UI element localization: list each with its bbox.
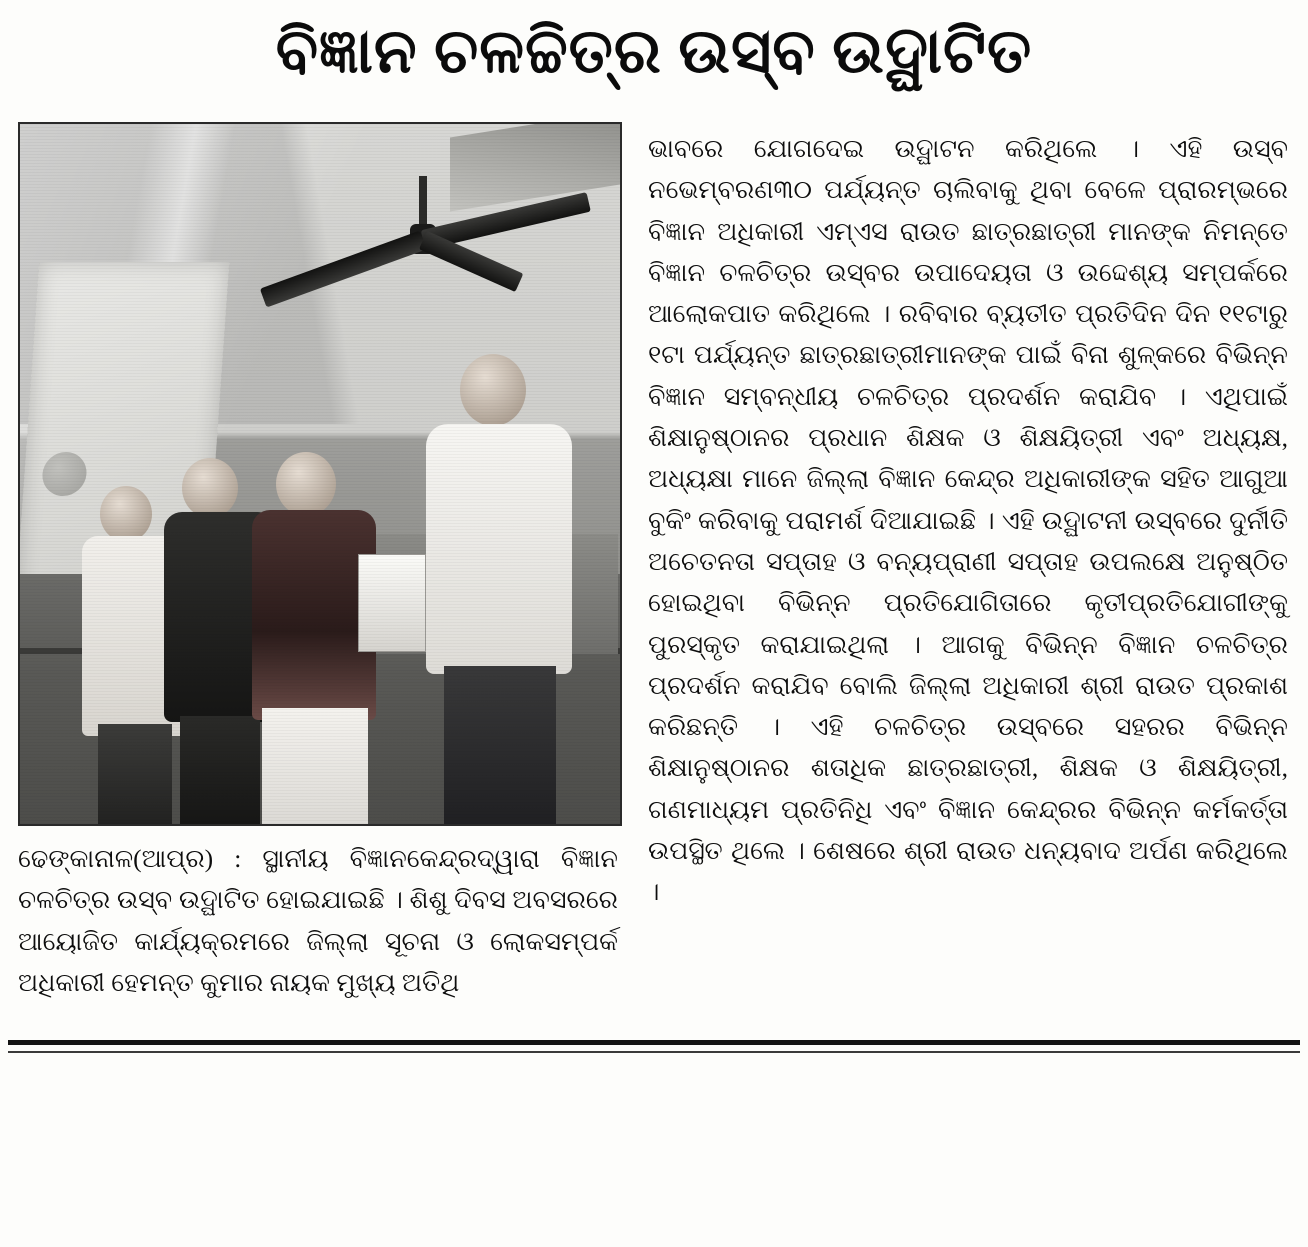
article-photo	[18, 122, 622, 826]
bottom-divider-thin	[8, 1051, 1300, 1053]
photo-scene	[20, 124, 620, 824]
article-column-left	[18, 838, 618, 1005]
page-title: ବିଜ୍ଞାନ ଚଳଚ୍ଚିତ୍ର ଉସ୍ବ ଉଦ୍ଘାଟିତ	[275, 18, 1033, 86]
article-column-right	[648, 128, 1288, 915]
article-text-left: ଢେଙ୍କାନାଳ(ଆପ୍ର) : ସ୍ଥାନୀୟ ବିଜ୍ଞାନକେନ୍ଦ୍ରଦ୍ୱାରା ବିଜ୍ଞାନ ଚଳଚିତ୍ର ଉସ୍ବ ଉଦ୍ଘାଟିତ ହୋଇଯାଇଛି । ଶିଶୁ ଦିବସ ଅବସରରେ ଆୟୋଜିତ କାର୍ଯ୍ୟକ୍ରମରେ ଜିଲ୍ଲା ସୂଚନା ଓ ଲୋକସମ୍ପର୍କ ଅଧିକାରୀ ହେମନ୍ତ କୁମାର ନାୟକ ମୁଖ୍ୟ ଅତିଥି	[18, 844, 618, 997]
bottom-divider	[8, 1040, 1300, 1045]
halftone-grain-overlay	[20, 124, 620, 824]
article-text-right: ଭାବରେ ଯୋଗଦେଇ ଉଦ୍ଘାଟନ କରିଥିଲେ । ଏହି ଉସ୍ବ ନଭେମ୍ବରଣ୩୦ ପର୍ଯ୍ୟନ୍ତ ଚାଲିବାକୁ ଥିବା ବେଳେ ପ୍ରାରମ୍ଭରେ ବିଜ୍ଞାନ ଅଧିକାରୀ ଏମ୍‌ଏସ ରାଉତ ଛାତ୍ରଛାତ୍ରୀ ମାନଙ୍କ ନିମନ୍ତେ ବିଜ୍ଞାନ ଚଳଚିତ୍ର ଉସ୍ବର ଉପାଦେୟତା ଓ ଉଦ୍ଦେଶ୍ୟ ସମ୍ପର୍କରେ ଆଲୋକପାତ କରିଥିଲେ । ରବିବାର ବ୍ୟତୀତ ପ୍ରତିଦିନ ଦିନ ୧୧ଟାରୁ ୧ଟା ପର୍ଯ୍ୟନ୍ତ ଛାତ୍ରଛାତ୍ରୀମାନଙ୍କ ପାଇଁ ବିନା ଶୁଳ୍କରେ ବିଭିନ୍ନ ବିଜ୍ଞାନ ସମ୍ବନ୍ଧୀୟ ଚଳଚିତ୍ର ପ୍ରଦର୍ଶନ କରାଯିବ । ଏଥିପାଇଁ ଶିକ୍ଷାନୁଷ୍ଠାନର ପ୍ରଧାନ ଶିକ୍ଷକ ଓ ଶିକ୍ଷୟିତ୍ରୀ ଏବଂ ଅଧ୍ୟକ୍ଷ, ଅଧ୍ୟକ୍ଷା ମାନେ ଜିଲ୍ଲା ବିଜ୍ଞାନ କେନ୍ଦ୍ର ଅଧିକାରୀଙ୍କ ସହିତ ଆଗୁଆ ବୁକିଂ କରିବାକୁ ପରାମର୍ଶ ଦିଆଯାଇଛି । ଏହି ଉଦ୍ଘାଟନୀ ଉସ୍ବରେ ଦୁର୍ନୀତି ଅଚେତନତା ସପ୍ତାହ ଓ ବନ୍ୟପ୍ରାଣୀ ସପ୍ତାହ ଉପଲକ୍ଷେ ଅନୁଷ୍ଠିତ ହୋଇଥିବା ବିଭିନ୍ନ ପ୍ରତିଯୋଗିତାରେ କୃତୀପ୍ରତିଯୋଗୀଙ୍କୁ ପୁରସ୍କୃତ କରାଯାଇଥିଲା । ଆଗକୁ ବିଭିନ୍ନ ବିଜ୍ଞାନ ଚଳଚିତ୍ର ପ୍ରଦର୍ଶନ କରାଯିବ ବୋଲି ଜିଲ୍ଲା ଅଧିକାରୀ ଶ୍ରୀ ରାଉତ ପ୍ରକାଶ କରିଛନ୍ତି । ଏହି ଚଳଚିତ୍ର ଉସ୍ବରେ ସହରର ବିଭିନ୍ନ ଶିକ୍ଷାନୁଷ୍ଠାନର ଶତାଧିକ ଛାତ୍ରଛାତ୍ରୀ, ଶିକ୍ଷକ ଓ ଶିକ୍ଷୟିତ୍ରୀ, ଗଣମାଧ୍ୟମ ପ୍ରତିନିଧି ଏବଂ ବିଜ୍ଞାନ କେନ୍ଦ୍ରର ବିଭିନ୍ନ କର୍ମକର୍ତ୍ତା ଉପସ୍ଥିତ ଥିଲେ । ଶେଷରେ ଶ୍ରୀ ରାଉତ ଧନ୍ୟବାଦ ଅର୍ପଣ କରିଥିଲେ ।	[648, 134, 1288, 907]
